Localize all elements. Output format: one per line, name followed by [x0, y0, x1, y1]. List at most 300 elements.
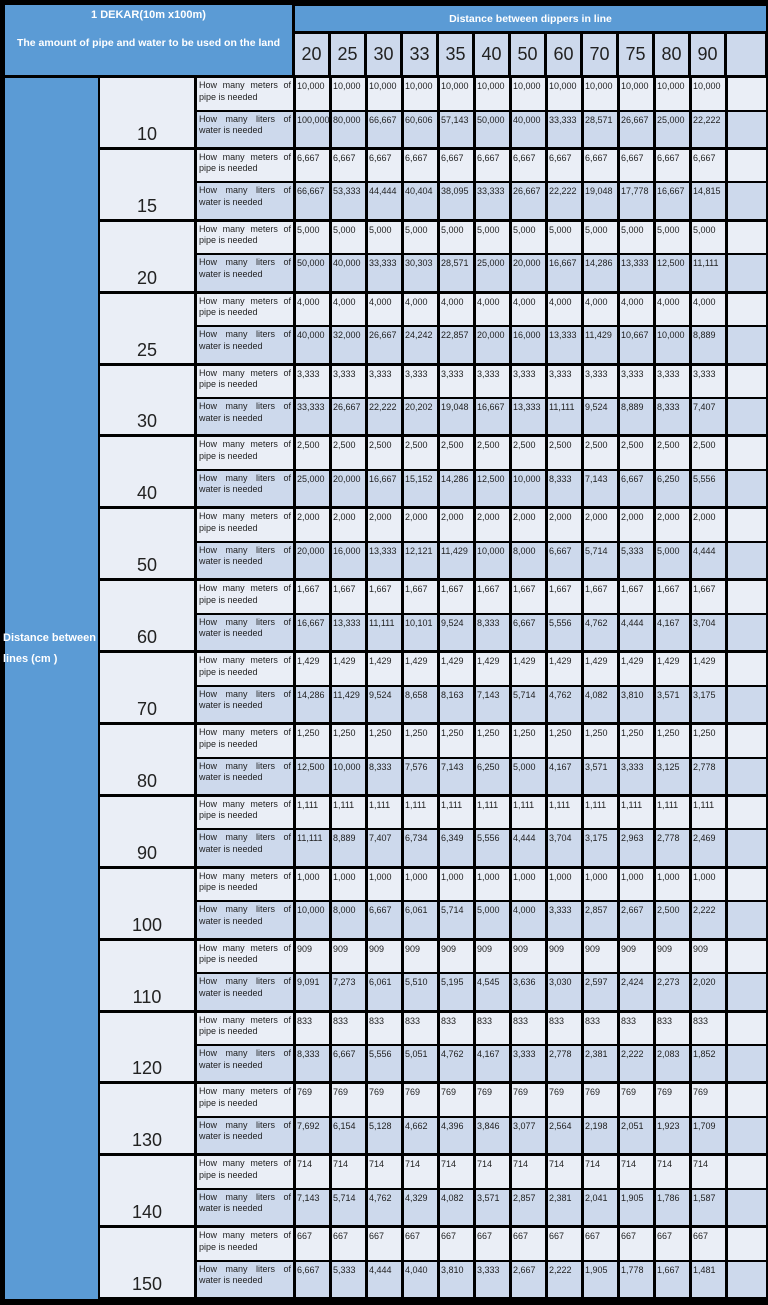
row-label: How many liters of water is needed — [197, 543, 293, 578]
value-cell: 14,815 — [692, 183, 725, 218]
value-cell: 667 — [296, 1228, 329, 1260]
row-empty-cell — [728, 1228, 766, 1260]
value-cell: 40,000 — [296, 327, 329, 362]
value-cell: 3,333 — [440, 366, 473, 398]
value-cell: 6,667 — [296, 150, 329, 182]
line-distance-label: 90 — [100, 797, 194, 866]
value-cell: 2,000 — [584, 509, 617, 541]
row-label: How many liters of water is needed — [197, 1046, 293, 1081]
row-group — [197, 366, 766, 438]
line-distance-label: 15 — [100, 150, 194, 219]
value-cell: 2,000 — [548, 509, 581, 541]
dekar-subtitle: The amount of pipe and water to be used on the land — [16, 37, 281, 49]
value-cell: 5,000 — [512, 222, 545, 254]
value-cell: 19,048 — [440, 399, 473, 434]
value-cell: 1,250 — [476, 725, 509, 757]
value-cell: 6,667 — [476, 150, 509, 182]
value-cell: 3,704 — [692, 615, 725, 650]
value-cell: 833 — [476, 1013, 509, 1045]
value-cell: 2,083 — [656, 1046, 689, 1081]
value-cell: 50,000 — [296, 255, 329, 290]
value-cell: 22,222 — [368, 399, 401, 434]
value-cell: 33,333 — [548, 112, 581, 147]
value-cell: 714 — [656, 1156, 689, 1188]
value-cell: 714 — [440, 1156, 473, 1188]
value-cell: 8,889 — [332, 830, 365, 865]
value-cell: 19,048 — [584, 183, 617, 218]
value-cell: 4,167 — [476, 1046, 509, 1081]
value-cell: 7,143 — [440, 759, 473, 794]
value-cell: 50,000 — [476, 112, 509, 147]
dekar-title: 1 DEKAR(10m x100m) — [91, 9, 206, 21]
value-cell: 6,250 — [476, 759, 509, 794]
value-cell: 2,381 — [584, 1046, 617, 1081]
value-cell: 8,333 — [548, 471, 581, 506]
value-cell: 4,000 — [296, 294, 329, 326]
pipe-row — [197, 294, 766, 326]
value-cell: 7,407 — [692, 399, 725, 434]
value-cell: 5,000 — [296, 222, 329, 254]
water-row — [197, 543, 766, 578]
value-cell: 8,333 — [476, 615, 509, 650]
value-cell: 1,667 — [656, 581, 689, 613]
water-row — [197, 1118, 766, 1153]
line-distance-label: 25 — [100, 294, 194, 363]
value-cell: 909 — [656, 941, 689, 973]
sidebar-title-line1: Distance between — [3, 632, 96, 644]
value-cell: 1,250 — [512, 725, 545, 757]
row-label: How many meters of pipe is needed — [197, 294, 293, 326]
value-cell: 2,000 — [296, 509, 329, 541]
water-row — [197, 471, 766, 506]
value-cell: 4,000 — [512, 294, 545, 326]
value-cell: 714 — [296, 1156, 329, 1188]
value-cell: 10,000 — [332, 78, 365, 110]
value-cell: 1,111 — [656, 797, 689, 829]
value-cell: 3,571 — [584, 759, 617, 794]
row-label: How many liters of water is needed — [197, 830, 293, 865]
value-cell: 80,000 — [332, 112, 365, 147]
value-cell: 5,000 — [692, 222, 725, 254]
value-cell: 1,250 — [368, 725, 401, 757]
value-cell: 3,333 — [584, 366, 617, 398]
value-cell: 2,424 — [620, 974, 653, 1009]
value-cell: 1,111 — [584, 797, 617, 829]
row-empty-cell — [728, 687, 766, 722]
value-cell: 3,636 — [512, 974, 545, 1009]
value-cell: 2,469 — [692, 830, 725, 865]
value-cell: 1,111 — [296, 797, 329, 829]
row-label: How many liters of water is needed — [197, 1190, 293, 1225]
row-empty-cell — [728, 1084, 766, 1116]
value-cell: 909 — [620, 941, 653, 973]
value-cell: 2,500 — [656, 902, 689, 937]
value-cell: 2,051 — [620, 1118, 653, 1153]
water-row — [197, 830, 766, 865]
value-cell: 833 — [692, 1013, 725, 1045]
value-cell: 3,333 — [656, 366, 689, 398]
value-cell: 1,111 — [440, 797, 473, 829]
pipe-row — [197, 797, 766, 829]
row-group — [197, 725, 766, 797]
value-cell: 2,500 — [512, 437, 545, 469]
value-cell: 3,810 — [620, 687, 653, 722]
value-cell: 11,429 — [332, 687, 365, 722]
value-cell: 1,000 — [548, 869, 581, 901]
value-cell: 5,000 — [656, 543, 689, 578]
row-group — [197, 653, 766, 725]
value-cell: 5,000 — [656, 222, 689, 254]
value-cell: 16,667 — [656, 183, 689, 218]
value-cell: 2,273 — [656, 974, 689, 1009]
value-cell: 20,000 — [332, 471, 365, 506]
value-cell: 9,524 — [440, 615, 473, 650]
value-cell: 11,111 — [368, 615, 401, 650]
water-row — [197, 687, 766, 722]
value-cell: 1,111 — [332, 797, 365, 829]
value-cell: 1,000 — [440, 869, 473, 901]
value-cell: 667 — [620, 1228, 653, 1260]
row-label: How many meters of pipe is needed — [197, 1228, 293, 1260]
value-cell: 6,667 — [512, 615, 545, 650]
value-cell: 1,250 — [548, 725, 581, 757]
value-cell: 6,667 — [332, 150, 365, 182]
value-cell: 909 — [548, 941, 581, 973]
value-cell: 769 — [296, 1084, 329, 1116]
value-cell: 1,429 — [404, 653, 437, 685]
value-cell: 5,714 — [512, 687, 545, 722]
value-cell: 3,704 — [548, 830, 581, 865]
value-cell: 3,125 — [656, 759, 689, 794]
value-cell: 25,000 — [476, 255, 509, 290]
value-cell: 22,222 — [548, 183, 581, 218]
row-group — [197, 1013, 766, 1085]
row-group — [197, 1084, 766, 1156]
row-label: How many meters of pipe is needed — [197, 1013, 293, 1045]
value-cell: 2,778 — [548, 1046, 581, 1081]
water-row — [197, 112, 766, 147]
value-cell: 40,000 — [512, 112, 545, 147]
value-cell: 6,667 — [512, 150, 545, 182]
pipe-row — [197, 222, 766, 254]
value-cell: 32,000 — [332, 327, 365, 362]
value-cell: 2,778 — [656, 830, 689, 865]
value-cell: 1,667 — [584, 581, 617, 613]
row-empty-cell — [728, 366, 766, 398]
value-cell: 5,556 — [692, 471, 725, 506]
value-cell: 38,095 — [440, 183, 473, 218]
pipe-row — [197, 869, 766, 901]
value-cell: 3,333 — [548, 366, 581, 398]
value-cell: 6,061 — [404, 902, 437, 937]
row-label: How many liters of water is needed — [197, 1118, 293, 1153]
value-cell: 12,500 — [476, 471, 509, 506]
line-distance-label: 30 — [100, 366, 194, 435]
value-cell: 7,143 — [476, 687, 509, 722]
row-empty-cell — [728, 1013, 766, 1045]
line-distance-label: 40 — [100, 437, 194, 506]
value-cell: 4,545 — [476, 974, 509, 1009]
value-cell: 10,000 — [692, 78, 725, 110]
value-cell: 4,662 — [404, 1118, 437, 1153]
dipper-distance-header-cell: 35 — [439, 34, 472, 75]
value-cell: 714 — [692, 1156, 725, 1188]
value-cell: 10,000 — [296, 78, 329, 110]
value-cell: 4,444 — [692, 543, 725, 578]
value-cell: 8,000 — [512, 543, 545, 578]
value-cell: 1,111 — [404, 797, 437, 829]
value-cell: 11,429 — [440, 543, 473, 578]
lines-distance-sidebar — [5, 78, 98, 1299]
dipper-distance-header-cell: 20 — [295, 34, 328, 75]
value-cell: 909 — [476, 941, 509, 973]
value-cell: 5,000 — [512, 759, 545, 794]
value-cell: 1,111 — [512, 797, 545, 829]
value-cell: 7,692 — [296, 1118, 329, 1153]
value-cell: 2,000 — [332, 509, 365, 541]
value-cell: 3,175 — [692, 687, 725, 722]
line-distance-label: 150 — [100, 1228, 194, 1297]
value-cell: 2,500 — [332, 437, 365, 469]
row-empty-cell — [728, 1156, 766, 1188]
value-cell: 1,667 — [368, 581, 401, 613]
value-cell: 1,923 — [656, 1118, 689, 1153]
value-cell: 5,714 — [332, 1190, 365, 1225]
value-cell: 12,500 — [296, 759, 329, 794]
value-cell: 833 — [512, 1013, 545, 1045]
value-cell: 2,597 — [584, 974, 617, 1009]
row-group — [197, 222, 766, 294]
value-cell: 2,000 — [368, 509, 401, 541]
value-cell: 40,000 — [332, 255, 365, 290]
value-cell: 4,082 — [584, 687, 617, 722]
value-cell: 9,091 — [296, 974, 329, 1009]
value-cell: 10,667 — [620, 327, 653, 362]
value-cell: 909 — [332, 941, 365, 973]
row-empty-cell — [728, 183, 766, 218]
value-cell: 2,667 — [512, 1262, 545, 1297]
dipper-distance-header-cell: 75 — [619, 34, 652, 75]
value-cell: 3,333 — [476, 366, 509, 398]
value-cell: 25,000 — [656, 112, 689, 147]
value-cell: 4,167 — [548, 759, 581, 794]
value-cell: 769 — [584, 1084, 617, 1116]
value-cell: 5,556 — [368, 1046, 401, 1081]
value-cell: 1,000 — [512, 869, 545, 901]
value-cell: 909 — [512, 941, 545, 973]
value-cell: 1,429 — [296, 653, 329, 685]
value-cell: 3,333 — [296, 366, 329, 398]
value-cell: 16,000 — [332, 543, 365, 578]
value-cell: 33,333 — [296, 399, 329, 434]
value-cell: 2,381 — [548, 1190, 581, 1225]
value-cell: 5,128 — [368, 1118, 401, 1153]
row-label: How many meters of pipe is needed — [197, 509, 293, 541]
value-cell: 4,000 — [548, 294, 581, 326]
value-cell: 1,667 — [620, 581, 653, 613]
value-cell: 3,333 — [332, 366, 365, 398]
row-empty-cell — [728, 974, 766, 1009]
value-cell: 667 — [512, 1228, 545, 1260]
water-row — [197, 759, 766, 794]
value-cell: 2,000 — [656, 509, 689, 541]
value-cell: 15,152 — [404, 471, 437, 506]
water-row — [197, 399, 766, 434]
water-row — [197, 183, 766, 218]
value-cell: 20,000 — [512, 255, 545, 290]
value-cell: 1,250 — [440, 725, 473, 757]
header-empty-cell — [727, 34, 765, 75]
value-cell: 714 — [548, 1156, 581, 1188]
value-cell: 1,905 — [620, 1190, 653, 1225]
value-cell: 1,429 — [584, 653, 617, 685]
value-cell: 714 — [332, 1156, 365, 1188]
row-group — [197, 941, 766, 1013]
row-label: How many meters of pipe is needed — [197, 1156, 293, 1188]
value-cell: 3,077 — [512, 1118, 545, 1153]
value-cell: 10,000 — [404, 78, 437, 110]
value-cell: 2,000 — [404, 509, 437, 541]
water-row — [197, 1262, 766, 1297]
pipe-row — [197, 366, 766, 398]
row-empty-cell — [728, 150, 766, 182]
value-cell: 1,429 — [656, 653, 689, 685]
value-cell: 4,000 — [476, 294, 509, 326]
value-cell: 769 — [656, 1084, 689, 1116]
row-empty-cell — [728, 869, 766, 901]
row-group — [197, 294, 766, 366]
value-cell: 1,111 — [368, 797, 401, 829]
value-cell: 2,564 — [548, 1118, 581, 1153]
value-cell: 5,000 — [584, 222, 617, 254]
value-cell: 20,202 — [404, 399, 437, 434]
water-row — [197, 327, 766, 362]
value-cell: 1,667 — [332, 581, 365, 613]
value-cell: 2,000 — [476, 509, 509, 541]
value-cell: 3,333 — [548, 902, 581, 937]
dipper-distance-header-cell: 33 — [403, 34, 436, 75]
value-cell: 4,082 — [440, 1190, 473, 1225]
value-cell: 1,429 — [692, 653, 725, 685]
value-cell: 2,000 — [692, 509, 725, 541]
table-body — [197, 78, 766, 1300]
value-cell: 14,286 — [584, 255, 617, 290]
value-cell: 66,667 — [296, 183, 329, 218]
value-cell: 5,195 — [440, 974, 473, 1009]
value-cell: 1,000 — [368, 869, 401, 901]
value-cell: 769 — [476, 1084, 509, 1116]
value-cell: 7,143 — [584, 471, 617, 506]
value-cell: 28,571 — [440, 255, 473, 290]
row-label: How many meters of pipe is needed — [197, 581, 293, 613]
value-cell: 1,429 — [512, 653, 545, 685]
dipper-distance-header-cell: 30 — [367, 34, 400, 75]
row-empty-cell — [728, 1118, 766, 1153]
value-cell: 22,857 — [440, 327, 473, 362]
value-cell: 20,000 — [296, 543, 329, 578]
value-cell: 1,852 — [692, 1046, 725, 1081]
value-cell: 1,429 — [332, 653, 365, 685]
value-cell: 13,333 — [548, 327, 581, 362]
value-cell: 1,667 — [656, 1262, 689, 1297]
value-cell: 4,167 — [656, 615, 689, 650]
value-cell: 667 — [476, 1228, 509, 1260]
value-cell: 909 — [584, 941, 617, 973]
value-cell: 26,667 — [512, 183, 545, 218]
pipe-row — [197, 150, 766, 182]
value-cell: 833 — [620, 1013, 653, 1045]
pipe-row — [197, 1084, 766, 1116]
line-distance-label: 10 — [100, 78, 194, 147]
value-cell: 8,658 — [404, 687, 437, 722]
value-cell: 3,333 — [692, 366, 725, 398]
value-cell: 1,481 — [692, 1262, 725, 1297]
value-cell: 1,000 — [332, 869, 365, 901]
value-cell: 667 — [440, 1228, 473, 1260]
row-empty-cell — [728, 255, 766, 290]
value-cell: 833 — [332, 1013, 365, 1045]
value-cell: 6,667 — [620, 150, 653, 182]
row-empty-cell — [728, 1046, 766, 1081]
value-cell: 4,000 — [404, 294, 437, 326]
value-cell: 1,250 — [404, 725, 437, 757]
row-group — [197, 509, 766, 581]
value-cell: 1,429 — [476, 653, 509, 685]
value-cell: 20,000 — [476, 327, 509, 362]
value-cell: 3,175 — [584, 830, 617, 865]
row-empty-cell — [728, 437, 766, 469]
value-cell: 833 — [296, 1013, 329, 1045]
value-cell: 10,000 — [440, 78, 473, 110]
value-cell: 1,587 — [692, 1190, 725, 1225]
value-cell: 10,000 — [476, 78, 509, 110]
value-cell: 26,667 — [332, 399, 365, 434]
value-cell: 6,154 — [332, 1118, 365, 1153]
value-cell: 6,667 — [692, 150, 725, 182]
value-cell: 8,889 — [620, 399, 653, 434]
value-cell: 5,000 — [404, 222, 437, 254]
dipper-distance-header-cell: 90 — [691, 34, 724, 75]
value-cell: 8,333 — [368, 759, 401, 794]
value-cell: 2,222 — [692, 902, 725, 937]
value-cell: 1,709 — [692, 1118, 725, 1153]
value-cell: 4,762 — [584, 615, 617, 650]
value-cell: 5,556 — [476, 830, 509, 865]
value-cell: 10,000 — [368, 78, 401, 110]
value-cell: 3,571 — [656, 687, 689, 722]
value-cell: 769 — [692, 1084, 725, 1116]
row-label: How many liters of water is needed — [197, 112, 293, 147]
line-distance-column — [100, 78, 194, 1300]
water-row — [197, 1190, 766, 1225]
row-label: How many meters of pipe is needed — [197, 222, 293, 254]
land-header-box — [5, 5, 292, 75]
value-cell: 833 — [404, 1013, 437, 1045]
row-label: How many meters of pipe is needed — [197, 78, 293, 110]
row-group — [197, 797, 766, 869]
value-cell: 10,101 — [404, 615, 437, 650]
row-label: How many meters of pipe is needed — [197, 869, 293, 901]
value-cell: 2,963 — [620, 830, 653, 865]
value-cell: 11,111 — [548, 399, 581, 434]
row-label: How many meters of pipe is needed — [197, 150, 293, 182]
value-cell: 6,061 — [368, 974, 401, 1009]
value-cell: 7,273 — [332, 974, 365, 1009]
value-cell: 4,444 — [620, 615, 653, 650]
value-cell: 5,051 — [404, 1046, 437, 1081]
value-cell: 4,000 — [584, 294, 617, 326]
value-cell: 2,500 — [440, 437, 473, 469]
